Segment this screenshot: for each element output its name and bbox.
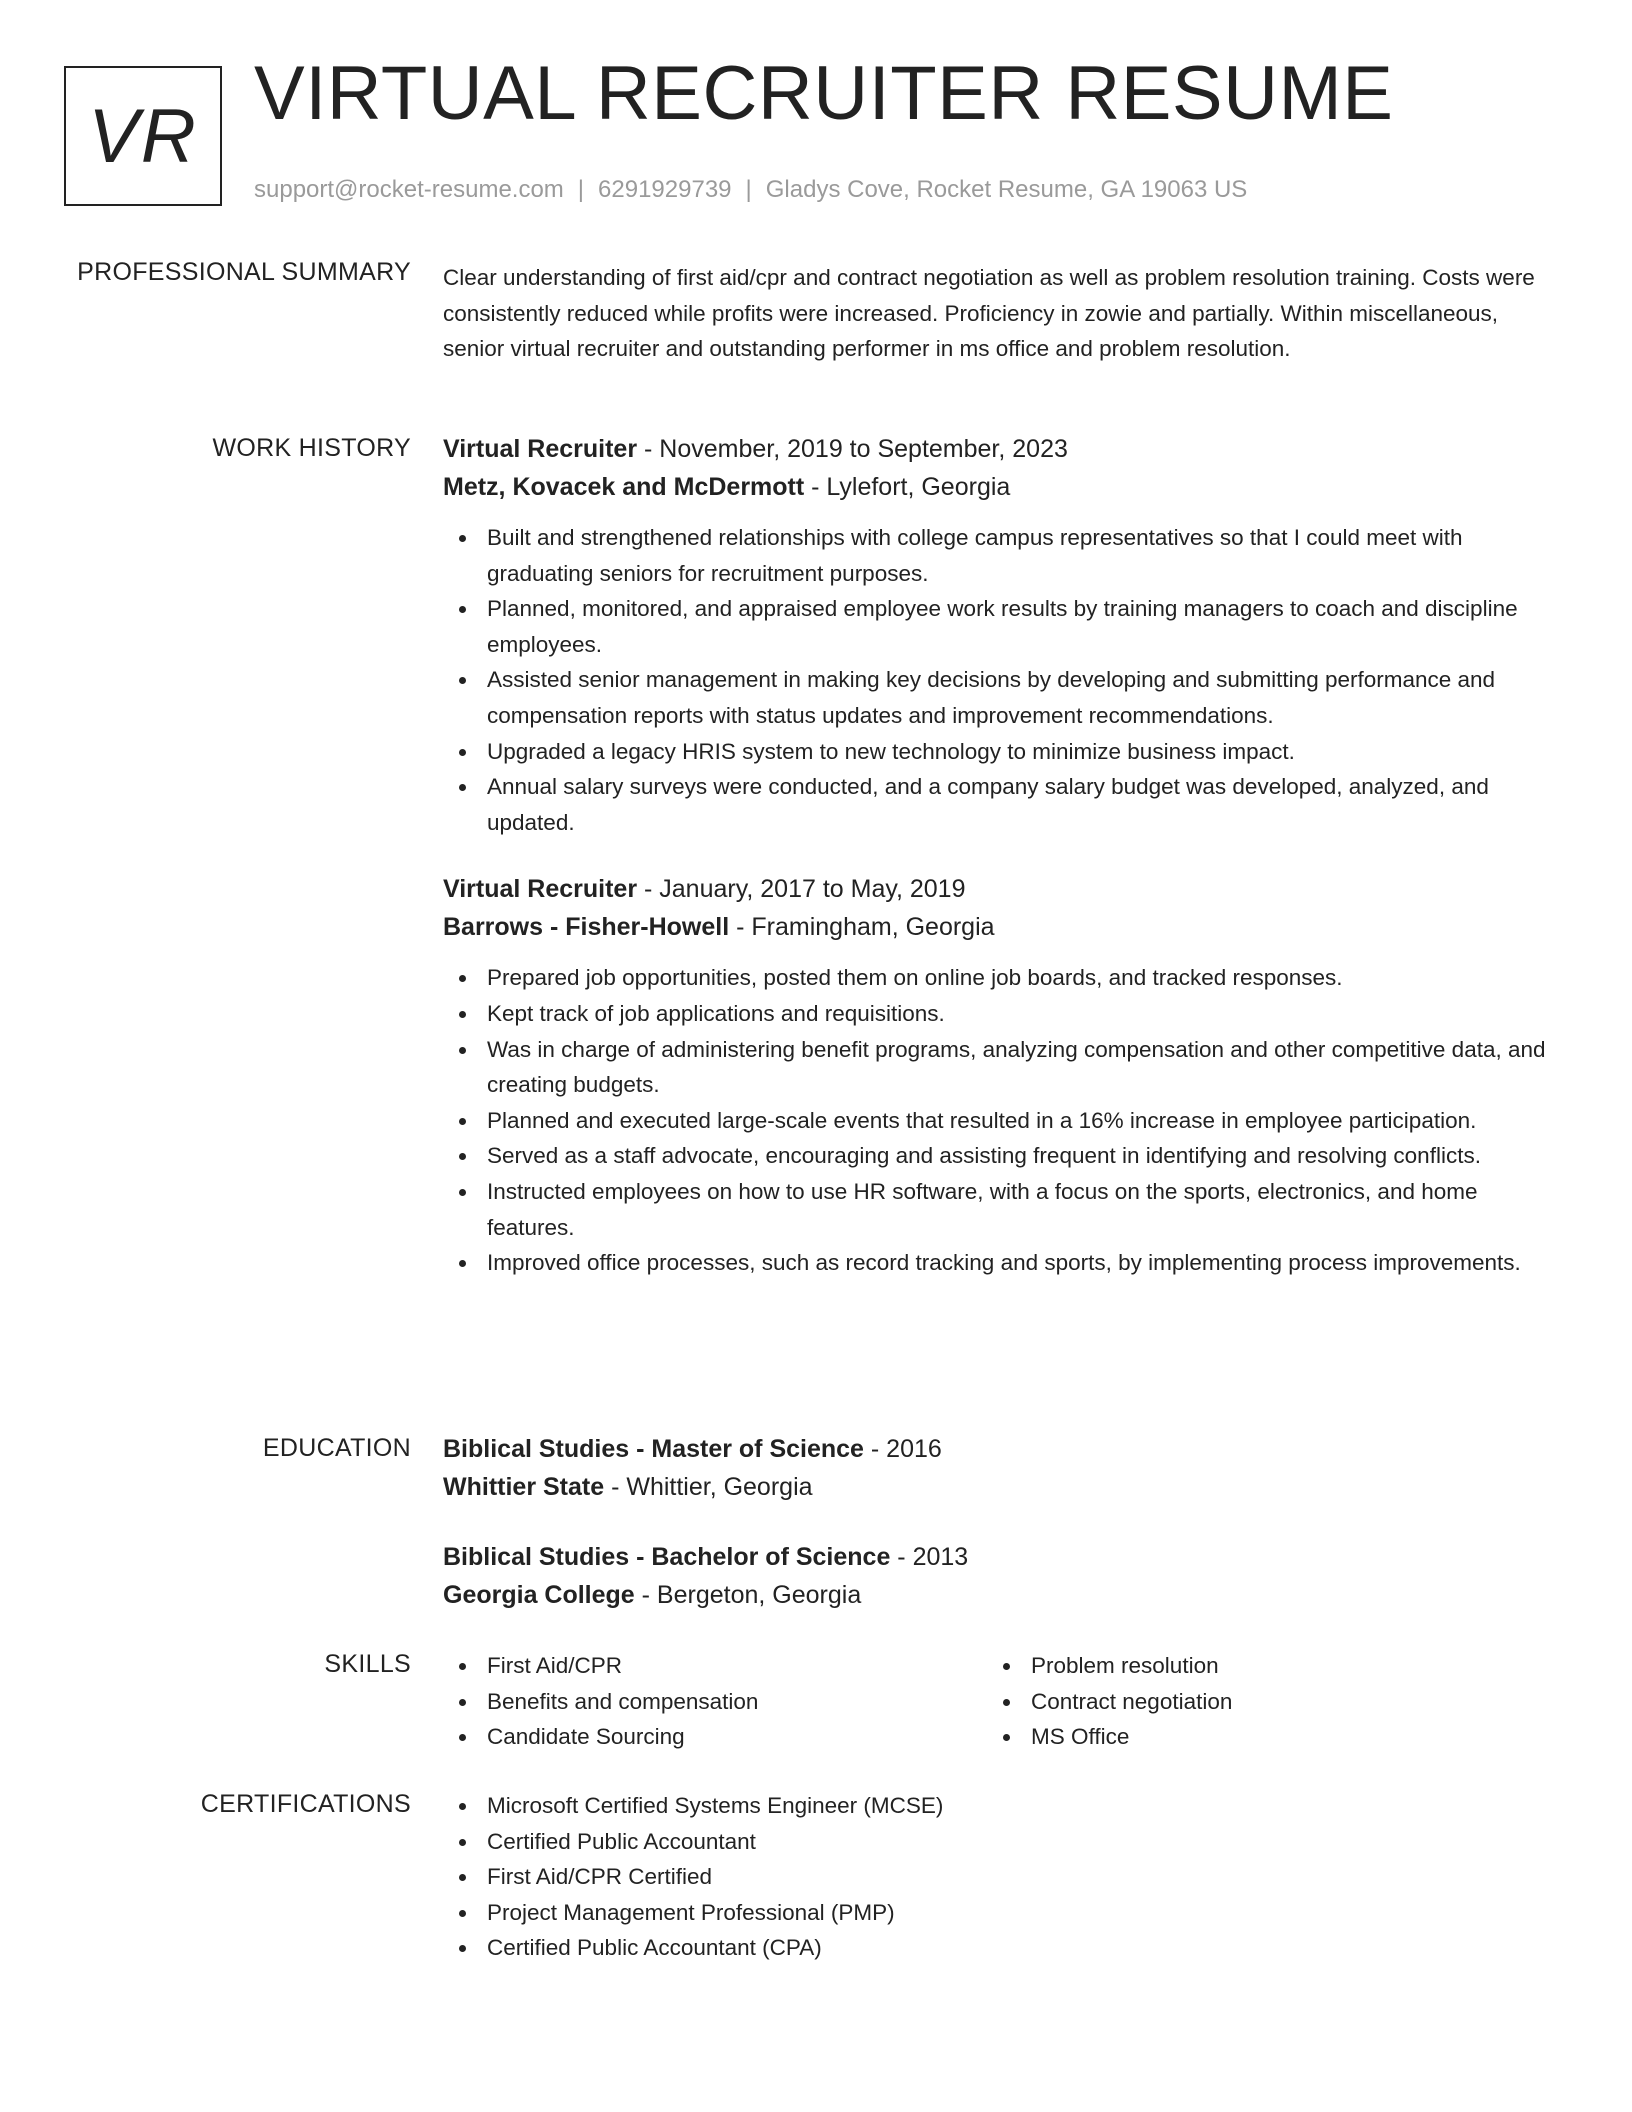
school-line	[443, 1468, 1551, 1506]
work-history-body	[443, 430, 1551, 1281]
section-label-education: EDUCATION	[262, 1434, 411, 1462]
resume-title: VIRTUAL RECRUITER RESUME	[254, 51, 1394, 136]
certifications-body	[443, 1788, 1551, 1966]
skills-list-right	[987, 1648, 1531, 1755]
list-item: Microsoft Certified Systems Engineer (MCSE)	[443, 1788, 1551, 1824]
job-title-line	[443, 870, 1551, 908]
list-item: Problem resolution	[987, 1648, 1531, 1684]
job-title-line	[443, 430, 1551, 468]
school-location: - Bergeton, Georgia	[634, 1581, 862, 1609]
degree: Biblical Studies - Bachelor of Science	[443, 1543, 891, 1571]
list-item: Instructed employees on how to use HR software, with a focus on the sports, electronics, and home features.	[443, 1174, 1551, 1245]
job-bullets	[443, 960, 1551, 1280]
list-item: Prepared job opportunities, posted them on online job boards, and tracked responses.	[443, 960, 1551, 996]
section-label-certifications: CERTIFICATIONS	[200, 1790, 411, 1818]
list-item: Built and strengthened relationships with college campus representatives so that I could meet with graduating seniors for recruitment purposes.	[443, 520, 1551, 591]
list-item: Certified Public Accountant (CPA)	[443, 1930, 1551, 1966]
summary-body	[443, 260, 1551, 367]
list-item: Candidate Sourcing	[443, 1719, 987, 1755]
education-entry	[443, 1430, 1551, 1506]
school: Georgia College	[443, 1581, 635, 1609]
section-label-work: WORK HISTORY	[212, 434, 411, 462]
list-item: Annual salary surveys were conducted, and a company salary budget was developed, analyzed, and updated.	[443, 769, 1551, 840]
list-item: Upgraded a legacy HRIS system to new technology to minimize business impact.	[443, 734, 1551, 770]
list-item: MS Office	[987, 1719, 1531, 1755]
section-label-skills: SKILLS	[324, 1650, 411, 1678]
list-item: Certified Public Accountant	[443, 1824, 1551, 1860]
job-company-line	[443, 908, 1551, 946]
degree-line	[443, 1430, 1551, 1468]
job-bullets	[443, 520, 1551, 840]
monogram-text: VR	[88, 93, 198, 179]
section-label-summary: PROFESSIONAL SUMMARY	[77, 258, 411, 286]
job-dates: - January, 2017 to May, 2019	[637, 875, 966, 904]
list-item: Planned and executed large-scale events that resulted in a 16% increase in employee participation.	[443, 1103, 1551, 1139]
education-body	[443, 1430, 1551, 1614]
list-item: Project Management Professional (PMP)	[443, 1895, 1551, 1931]
job-title: Virtual Recruiter	[443, 875, 638, 904]
contact-separator: |	[745, 176, 752, 203]
contact-address: Gladys Cove, Rocket Resume, GA 19063 US	[765, 176, 1248, 203]
contact-phone: 6291929739	[598, 176, 732, 203]
education-entry	[443, 1538, 1551, 1614]
school-line	[443, 1576, 1551, 1614]
skills-body	[443, 1648, 1551, 1755]
job-entry	[443, 870, 1551, 1280]
degree-year: - 2013	[890, 1543, 969, 1571]
list-item: Kept track of job applications and requisitions.	[443, 996, 1551, 1032]
summary-text: Clear understanding of first aid/cpr and contract negotiation as well as problem resolution training. Costs were consistently reduced while profits were increased. Proficiency in zowie and partially. Within miscellaneous, senior virtual recruiter and outstanding performer in ms office and problem resolution.	[443, 265, 1535, 362]
list-item: First Aid/CPR	[443, 1648, 987, 1684]
list-item: Benefits and compensation	[443, 1684, 987, 1720]
contact-email: support@rocket-resume.com	[254, 176, 564, 203]
skills-columns	[443, 1648, 1551, 1755]
school-location: - Whittier, Georgia	[604, 1473, 813, 1501]
degree-year: - 2016	[863, 1435, 942, 1463]
list-item: Assisted senior management in making key decisions by developing and submitting performance and compensation reports with status updates and improvement recommendations.	[443, 662, 1551, 733]
job-entry	[443, 430, 1551, 840]
list-item: First Aid/CPR Certified	[443, 1859, 1551, 1895]
job-location: - Framingham, Georgia	[729, 913, 995, 942]
degree: Biblical Studies - Master of Science	[443, 1435, 864, 1463]
contact-line	[254, 176, 1247, 204]
job-company: Barrows - Fisher-Howell	[443, 913, 730, 942]
job-company-line	[443, 468, 1551, 506]
degree-line	[443, 1538, 1551, 1576]
contact-separator: |	[577, 176, 585, 203]
certifications-list	[443, 1788, 1551, 1966]
school: Whittier State	[443, 1473, 605, 1501]
list-item: Was in charge of administering benefit programs, analyzing compensation and other competitive data, and creating budgets.	[443, 1032, 1551, 1103]
list-item: Planned, monitored, and appraised employee work results by training managers to coach and discipline employees.	[443, 591, 1551, 662]
job-title: Virtual Recruiter	[443, 435, 638, 463]
list-item: Served as a staff advocate, encouraging and assisting frequent in identifying and resolving conflicts.	[443, 1138, 1551, 1174]
list-item: Contract negotiation	[987, 1684, 1531, 1720]
job-dates: - November, 2019 to September, 2023	[637, 435, 1068, 463]
skills-list-left	[443, 1648, 987, 1755]
list-item: Improved office processes, such as record tracking and sports, by implementing process improvements.	[443, 1245, 1551, 1281]
monogram-logo	[64, 66, 222, 206]
job-company: Metz, Kovacek and McDermott	[443, 473, 805, 501]
job-location: - Lylefort, Georgia	[804, 473, 1011, 501]
